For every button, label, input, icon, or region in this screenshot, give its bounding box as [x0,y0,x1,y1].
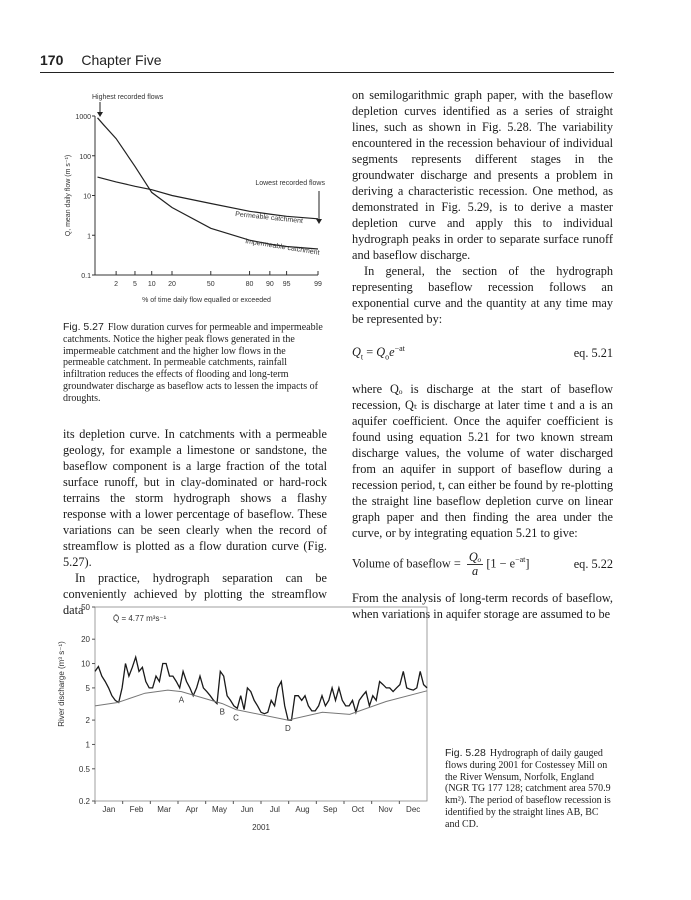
x-axis-label: % of time daily flow equalled or exceeded [142,297,271,304]
month-label: Sep [323,805,338,814]
impermeable-curve-label: Impermeable catchment [244,238,320,257]
eq-text: ] [525,555,530,570]
y-tick-label: 10 [81,659,90,669]
x-tick-label: 50 [206,281,215,288]
month-label: Dec [406,805,421,814]
header-rule [40,72,614,73]
eq-symbol: Q [376,345,386,360]
y-tick-label: 1000 [75,114,91,121]
arrowhead-icon [97,112,103,117]
y-tick-label: 0.1 [81,273,91,280]
y-axis-label: Q, mean daily flow (m s⁻¹) [65,154,72,237]
eq-text: [1 − e [486,555,516,570]
x-tick-label: 2 [114,281,119,288]
recession-point-label: A [178,695,185,705]
x-axis-label: 2001 [252,823,270,832]
eq-subscript: t [360,352,364,362]
month-label: Feb [129,805,144,814]
caption-text: Flow duration curves for permeable and impermeable catchments. Notice the higher peak flows generated in the impermeable catchment and the higher low flows in the permeable catchment. In permeable catchments, rainfall infiltration reduces the effects of flooding and long-term groundwater discharge as baseflow acts to lessen the impacts of droughts. [63,322,323,404]
hydrograph-chart [40,598,440,860]
paragraph: In general, the section of the hydrograph representing baseflow recession follows an exponential curve and the quantity at any time may be represented by: [352,264,613,326]
eq-symbol: Q [352,345,361,360]
eq-operator: = [363,345,377,360]
paragraph: From the analysis of long-term records of baseflow, when variations in aquifer storage are assumed to be [352,590,613,621]
arrowhead-icon [316,219,322,224]
month-label: May [211,805,228,814]
eq-text: Volume of baseflow = [352,555,464,570]
page-number: 170 [40,52,64,68]
month-label: Nov [378,805,393,814]
daily-discharge-line [95,657,427,720]
y-tick-label: 20 [81,635,90,645]
y-tick-label: 100 [79,153,91,161]
y-tick-label: 50 [81,603,90,612]
caption-label: Fig. 5.27 [63,321,104,333]
permeable-curve-label: Permeable catchment [234,211,304,226]
month-label: Jun [240,805,254,814]
y-tick-label: 1 [85,740,90,750]
caption-label: Fig. 5.28 [445,747,486,759]
eq-symbol: e [389,345,395,360]
y-tick-label: 10 [83,193,91,201]
x-tick-label: 95 [282,281,291,288]
month-label: Apr [185,805,199,814]
caption-text: Hydrograph of daily gauged flows during 2001 for Costessey Mill on the River Wensum, Norfolk, England (NGR TG 177 128; catchment area 570.9 km²). The period of baseflow recession is identified by the straight lines AB, BC and CD. [445,748,611,830]
equation-number: eq. 5.22 [573,557,613,572]
mean-discharge-label: Q̄ = 4.77 m³s⁻¹ [113,614,167,623]
plot-frame [95,607,427,801]
y-axis-label: River discharge (m³ s⁻¹) [57,641,66,727]
y-tick-label: 0.2 [78,797,90,806]
x-tick-label: 10 [147,281,156,288]
paragraph: In practice, hydrograph separation can be conveniently achieved by plotting the streamflow data [63,571,327,617]
eq-subscript: o [385,352,390,362]
eq-numerator: Qₒ [468,549,482,564]
highest-flows-annotation: Highest recorded flows [92,94,164,101]
paragraph: where Qₒ is discharge at the start of baseflow recession, Qₜ is discharge at later time t and a is an aquifer coefficient. Once the aquifer coefficient is found using equation 5.21 for two known stream discharge values, the volume of water discharged from an aquifer in support of baseflow during a recession period, t, can either be found by re-plotting the straight line baseflow depletion curve on linear graph paper and then finding the area under the curve, or by integrating equation 5.21 to give: [352,381,613,540]
paragraph: on semilogarithmic graph paper, with the baseflow depletion curves identified as a series of straight lines, such as shown in Fig. 5.28. The variability encountered in the recession behaviour of individual segments represents different stages in the groundwater discharge and presents a problem in deriving a characteristic recession. One method, as demonstrated in Fig. 5.29, is to derive a master depletion curve and apply this to individual hydrograph peaks in order to separate surface runoff and baseflow discharge. [352,88,613,262]
x-tick-label: 20 [168,281,176,288]
equation-number: eq. 5.21 [573,346,613,361]
flow-duration-chart [40,85,340,310]
fig-5-27-caption [63,322,327,405]
eq-exponent: −at [515,554,526,564]
left-body-text [63,426,327,618]
fig-5-28-caption [445,748,615,831]
y-tick-label: 5 [85,683,90,693]
y-tick-label: 0.5 [78,764,90,774]
right-body-text [352,87,613,622]
month-label: Oct [351,805,365,814]
equation-5-21 [352,341,613,366]
eq-fraction [467,551,483,578]
recession-point-label: D [284,724,291,734]
recession-point-label: B [219,707,226,717]
lowest-flows-annotation: Lowest recorded flows [255,180,325,187]
x-tick-label: 99 [314,281,322,288]
running-header [40,52,162,68]
eq-exponent: −at [394,344,405,353]
x-tick-label: 90 [265,281,274,288]
chapter-title: Chapter Five [81,52,162,68]
month-label: Aug [295,805,310,814]
x-tick-label: 80 [245,281,254,288]
eq-denominator: a [472,563,479,578]
month-label: Jan [102,805,116,814]
month-label: Jul [269,805,280,814]
month-label: Mar [157,805,172,814]
y-tick-label: 2 [85,716,90,726]
y-tick-label: 1 [87,233,91,241]
x-tick-label: 5 [133,281,137,288]
equation-5-22 [352,551,613,578]
recession-point-label: C [233,713,239,723]
paragraph: its depletion curve. In catchments with a permeable geology, for example a limestone or sandstone, the baseflow component is a large fraction of the total surface runoff, but in clay-dominated or hard-rock terrains the storm hydrograph shows a flashy response with a lower percentage of baseflow. These variations can be seen clearly when the record of streamflow is plotted as a flow duration curve (Fig. 5.27). [63,427,327,569]
